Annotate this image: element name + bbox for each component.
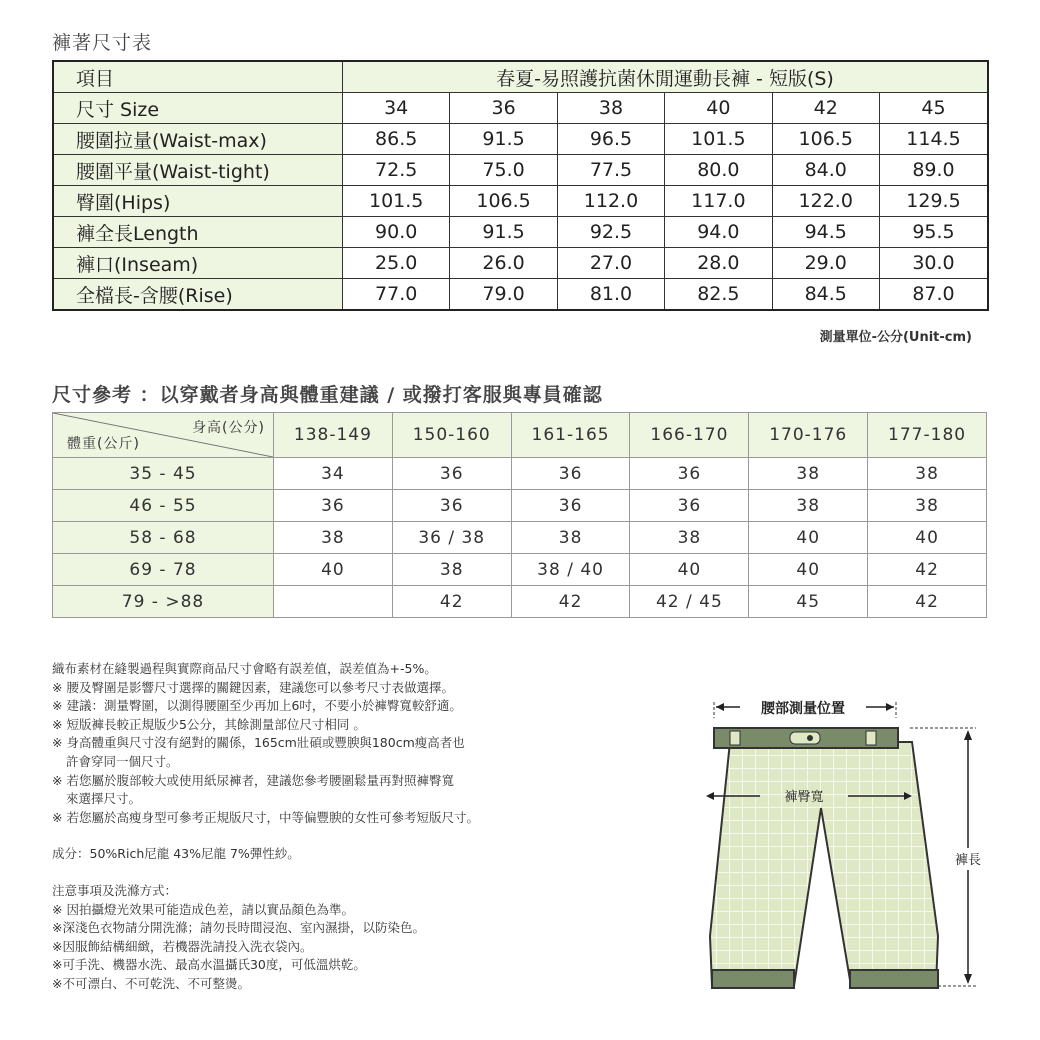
table-row <box>53 186 988 217</box>
table-cell: 87.0 <box>879 279 988 311</box>
table-cell: 38 <box>511 522 630 554</box>
table-cell: 40 <box>868 522 987 554</box>
waist-tie <box>790 732 820 744</box>
table-row <box>53 124 988 155</box>
weight-label: 35 - 45 <box>53 458 274 490</box>
belt-loop <box>866 731 876 745</box>
table-cell: 28.0 <box>665 248 772 279</box>
table-cell: 122.0 <box>772 186 879 217</box>
button-icon <box>807 735 813 741</box>
table-cell: 38 <box>557 93 664 124</box>
table-cell: 75.0 <box>450 155 557 186</box>
note-line: 來選擇尺寸。 <box>66 791 142 807</box>
height-header: 170-176 <box>749 413 868 458</box>
table-cell: 79.0 <box>450 279 557 311</box>
table-cell: 95.5 <box>879 217 988 248</box>
table-row <box>53 217 988 248</box>
table-cell: 38 <box>868 490 987 522</box>
table-cell: 42 <box>868 586 987 618</box>
table-cell: 91.5 <box>450 124 557 155</box>
table-row <box>53 554 987 586</box>
weight-label: 46 - 55 <box>53 490 274 522</box>
table-cell: 81.0 <box>557 279 664 311</box>
table-cell: 92.5 <box>557 217 664 248</box>
notes-section <box>52 660 672 994</box>
note-line: ※ 短版褲長較正規版少5公分，其餘測量部位尺寸相同 。 <box>52 716 366 732</box>
table-cell: 36 <box>392 490 511 522</box>
table-cell: 42 <box>392 586 511 618</box>
table-cell: 77.5 <box>557 155 664 186</box>
note-line: ※ 若您屬於腹部較大或使用紙尿褲者，建議您參考腰圍鬆量再對照褲臀寬 <box>52 772 454 788</box>
row-label: 全檔長-含腰(Rise) <box>53 279 343 311</box>
table-cell: 34 <box>274 458 393 490</box>
size-table <box>52 60 989 311</box>
height-axis-label: 身高(公分) <box>192 420 265 436</box>
unit-note: 測量單位-公分(Unit-cm) <box>819 330 972 345</box>
table-cell: 86.5 <box>343 124 450 155</box>
table-cell <box>274 586 393 618</box>
table-cell: 114.5 <box>879 124 988 155</box>
hip-label: 褲臀寬 <box>784 790 824 805</box>
height-header: 138-149 <box>274 413 393 458</box>
table-cell: 38 / 40 <box>511 554 630 586</box>
height-header: 177-180 <box>868 413 987 458</box>
care-line: ※不可漂白、不可乾洗、不可整燙。 <box>52 975 250 991</box>
left-cuff <box>712 970 794 988</box>
table-cell: 29.0 <box>772 248 879 279</box>
size-table-title: 褲著尺寸表 <box>52 32 153 54</box>
table-cell: 42 / 45 <box>630 586 749 618</box>
table-cell: 94.5 <box>772 217 879 248</box>
table-cell: 38 <box>274 522 393 554</box>
pants-body <box>710 742 938 986</box>
table-cell: 42 <box>868 554 987 586</box>
length-label: 褲長 <box>954 853 982 868</box>
table-cell: 25.0 <box>343 248 450 279</box>
table-cell: 91.5 <box>450 217 557 248</box>
table-cell: 45 <box>749 586 868 618</box>
table-cell: 40 <box>749 522 868 554</box>
note-line: 織布素材在縫製過程與實際商品尺寸會略有誤差值，誤差值為+-5%。 <box>52 661 437 676</box>
corner-cell <box>53 413 274 458</box>
composition: 成分：50%Rich尼龍 43%尼龍 7%彈性紗。 <box>52 846 300 862</box>
care-line: ※因服飾結構細緻，若機器洗請投入洗衣袋內。 <box>52 938 313 954</box>
product-name: 春夏-易照護抗菌休閒運動長褲 - 短版(S) <box>343 61 989 93</box>
table-cell: 42 <box>772 93 879 124</box>
table-header-row <box>53 413 987 458</box>
table-cell: 38 <box>749 490 868 522</box>
table-header-row <box>53 61 988 93</box>
table-cell: 38 <box>749 458 868 490</box>
note-line: ※ 若您屬於高瘦身型可參考正規版尺寸，中等偏豐腴的女性可參考短版尺寸。 <box>52 809 479 825</box>
table-row <box>53 279 988 311</box>
table-cell: 40 <box>630 554 749 586</box>
table-cell: 101.5 <box>343 186 450 217</box>
weight-label: 69 - 78 <box>53 554 274 586</box>
table-cell: 27.0 <box>557 248 664 279</box>
table-cell: 106.5 <box>450 186 557 217</box>
table-cell: 72.5 <box>343 155 450 186</box>
waist-label: 腰部測量位置 <box>761 701 845 717</box>
table-cell: 89.0 <box>879 155 988 186</box>
note-line: ※ 腰及臀圍是影響尺寸選擇的關鍵因素，建議您可以參考尺寸表做選擇。 <box>52 679 454 695</box>
table-row <box>53 522 987 554</box>
table-row <box>53 93 988 124</box>
table-row <box>53 248 988 279</box>
row-label: 腰圍平量(Waist-tight) <box>53 155 343 186</box>
table-cell: 94.0 <box>665 217 772 248</box>
table-cell: 38 <box>868 458 987 490</box>
care-line: ※可手洗、機器水洗、最高水溫攝氏30度，可低溫烘乾。 <box>52 957 366 973</box>
table-row <box>53 586 987 618</box>
care-line: ※ 因拍攝燈光效果可能造成色差，請以實品顏色為準。 <box>52 901 354 917</box>
table-cell: 112.0 <box>557 186 664 217</box>
table-cell: 82.5 <box>665 279 772 311</box>
header-label: 項目 <box>53 61 343 93</box>
table-cell: 90.0 <box>343 217 450 248</box>
weight-label: 79 - >88 <box>53 586 274 618</box>
table-cell: 96.5 <box>557 124 664 155</box>
table-cell: 36 <box>450 93 557 124</box>
table-cell: 80.0 <box>665 155 772 186</box>
pants-diagram <box>700 690 1000 996</box>
table-cell: 34 <box>343 93 450 124</box>
row-label: 褲全長Length <box>53 217 343 248</box>
table-cell: 42 <box>511 586 630 618</box>
table-cell: 45 <box>879 93 988 124</box>
belt-loop <box>730 731 740 745</box>
table-cell: 36 <box>630 490 749 522</box>
row-label: 腰圍拉量(Waist-max) <box>53 124 343 155</box>
table-cell: 129.5 <box>879 186 988 217</box>
table-cell: 36 <box>630 458 749 490</box>
height-header: 150-160 <box>392 413 511 458</box>
care-title: 注意事項及洗滌方式： <box>52 882 178 898</box>
table-cell: 30.0 <box>879 248 988 279</box>
table-cell: 40 <box>665 93 772 124</box>
note-line: ※ 身高體重與尺寸沒有絕對的關係，165cm壯碩或豐腴與180cm瘦高者也 <box>52 735 465 751</box>
table-cell: 77.0 <box>343 279 450 311</box>
table-cell: 36 <box>511 490 630 522</box>
table-cell: 36 <box>511 458 630 490</box>
height-header: 166-170 <box>630 413 749 458</box>
table-cell: 36 <box>392 458 511 490</box>
table-cell: 38 <box>392 554 511 586</box>
table-row <box>53 458 987 490</box>
table-cell: 26.0 <box>450 248 557 279</box>
weight-label: 58 - 68 <box>53 522 274 554</box>
weight-axis-label: 體重(公斤) <box>67 436 140 452</box>
table-cell: 40 <box>274 554 393 586</box>
row-label: 尺寸 Size <box>53 93 343 124</box>
care-line: ※深淺色衣物請分開洗滌；請勿長時間浸泡、室內濕掛，以防染色。 <box>52 920 425 936</box>
table-cell: 40 <box>749 554 868 586</box>
note-line: ※ 建議：測量臀圍，以測得腰圍至少再加上6吋，不要小於褲臀寬較舒適。 <box>52 698 462 714</box>
table-cell: 101.5 <box>665 124 772 155</box>
table-cell: 38 <box>630 522 749 554</box>
table-cell: 36 / 38 <box>392 522 511 554</box>
table-row <box>53 155 988 186</box>
table-cell: 36 <box>274 490 393 522</box>
row-label: 褲口(Inseam) <box>53 248 343 279</box>
table-cell: 84.0 <box>772 155 879 186</box>
note-line: 許會穿同一個尺寸。 <box>66 753 179 769</box>
height-header: 161-165 <box>511 413 630 458</box>
table-cell: 117.0 <box>665 186 772 217</box>
row-label: 臀圍(Hips) <box>53 186 343 217</box>
table-cell: 84.5 <box>772 279 879 311</box>
size-reference-table <box>52 412 987 618</box>
table-cell: 106.5 <box>772 124 879 155</box>
ref-table-title: 尺寸參考 ：以穿戴者身高與體重建議 / 或撥打客服與專員確認 <box>52 384 603 406</box>
right-cuff <box>850 970 938 988</box>
table-row <box>53 490 987 522</box>
